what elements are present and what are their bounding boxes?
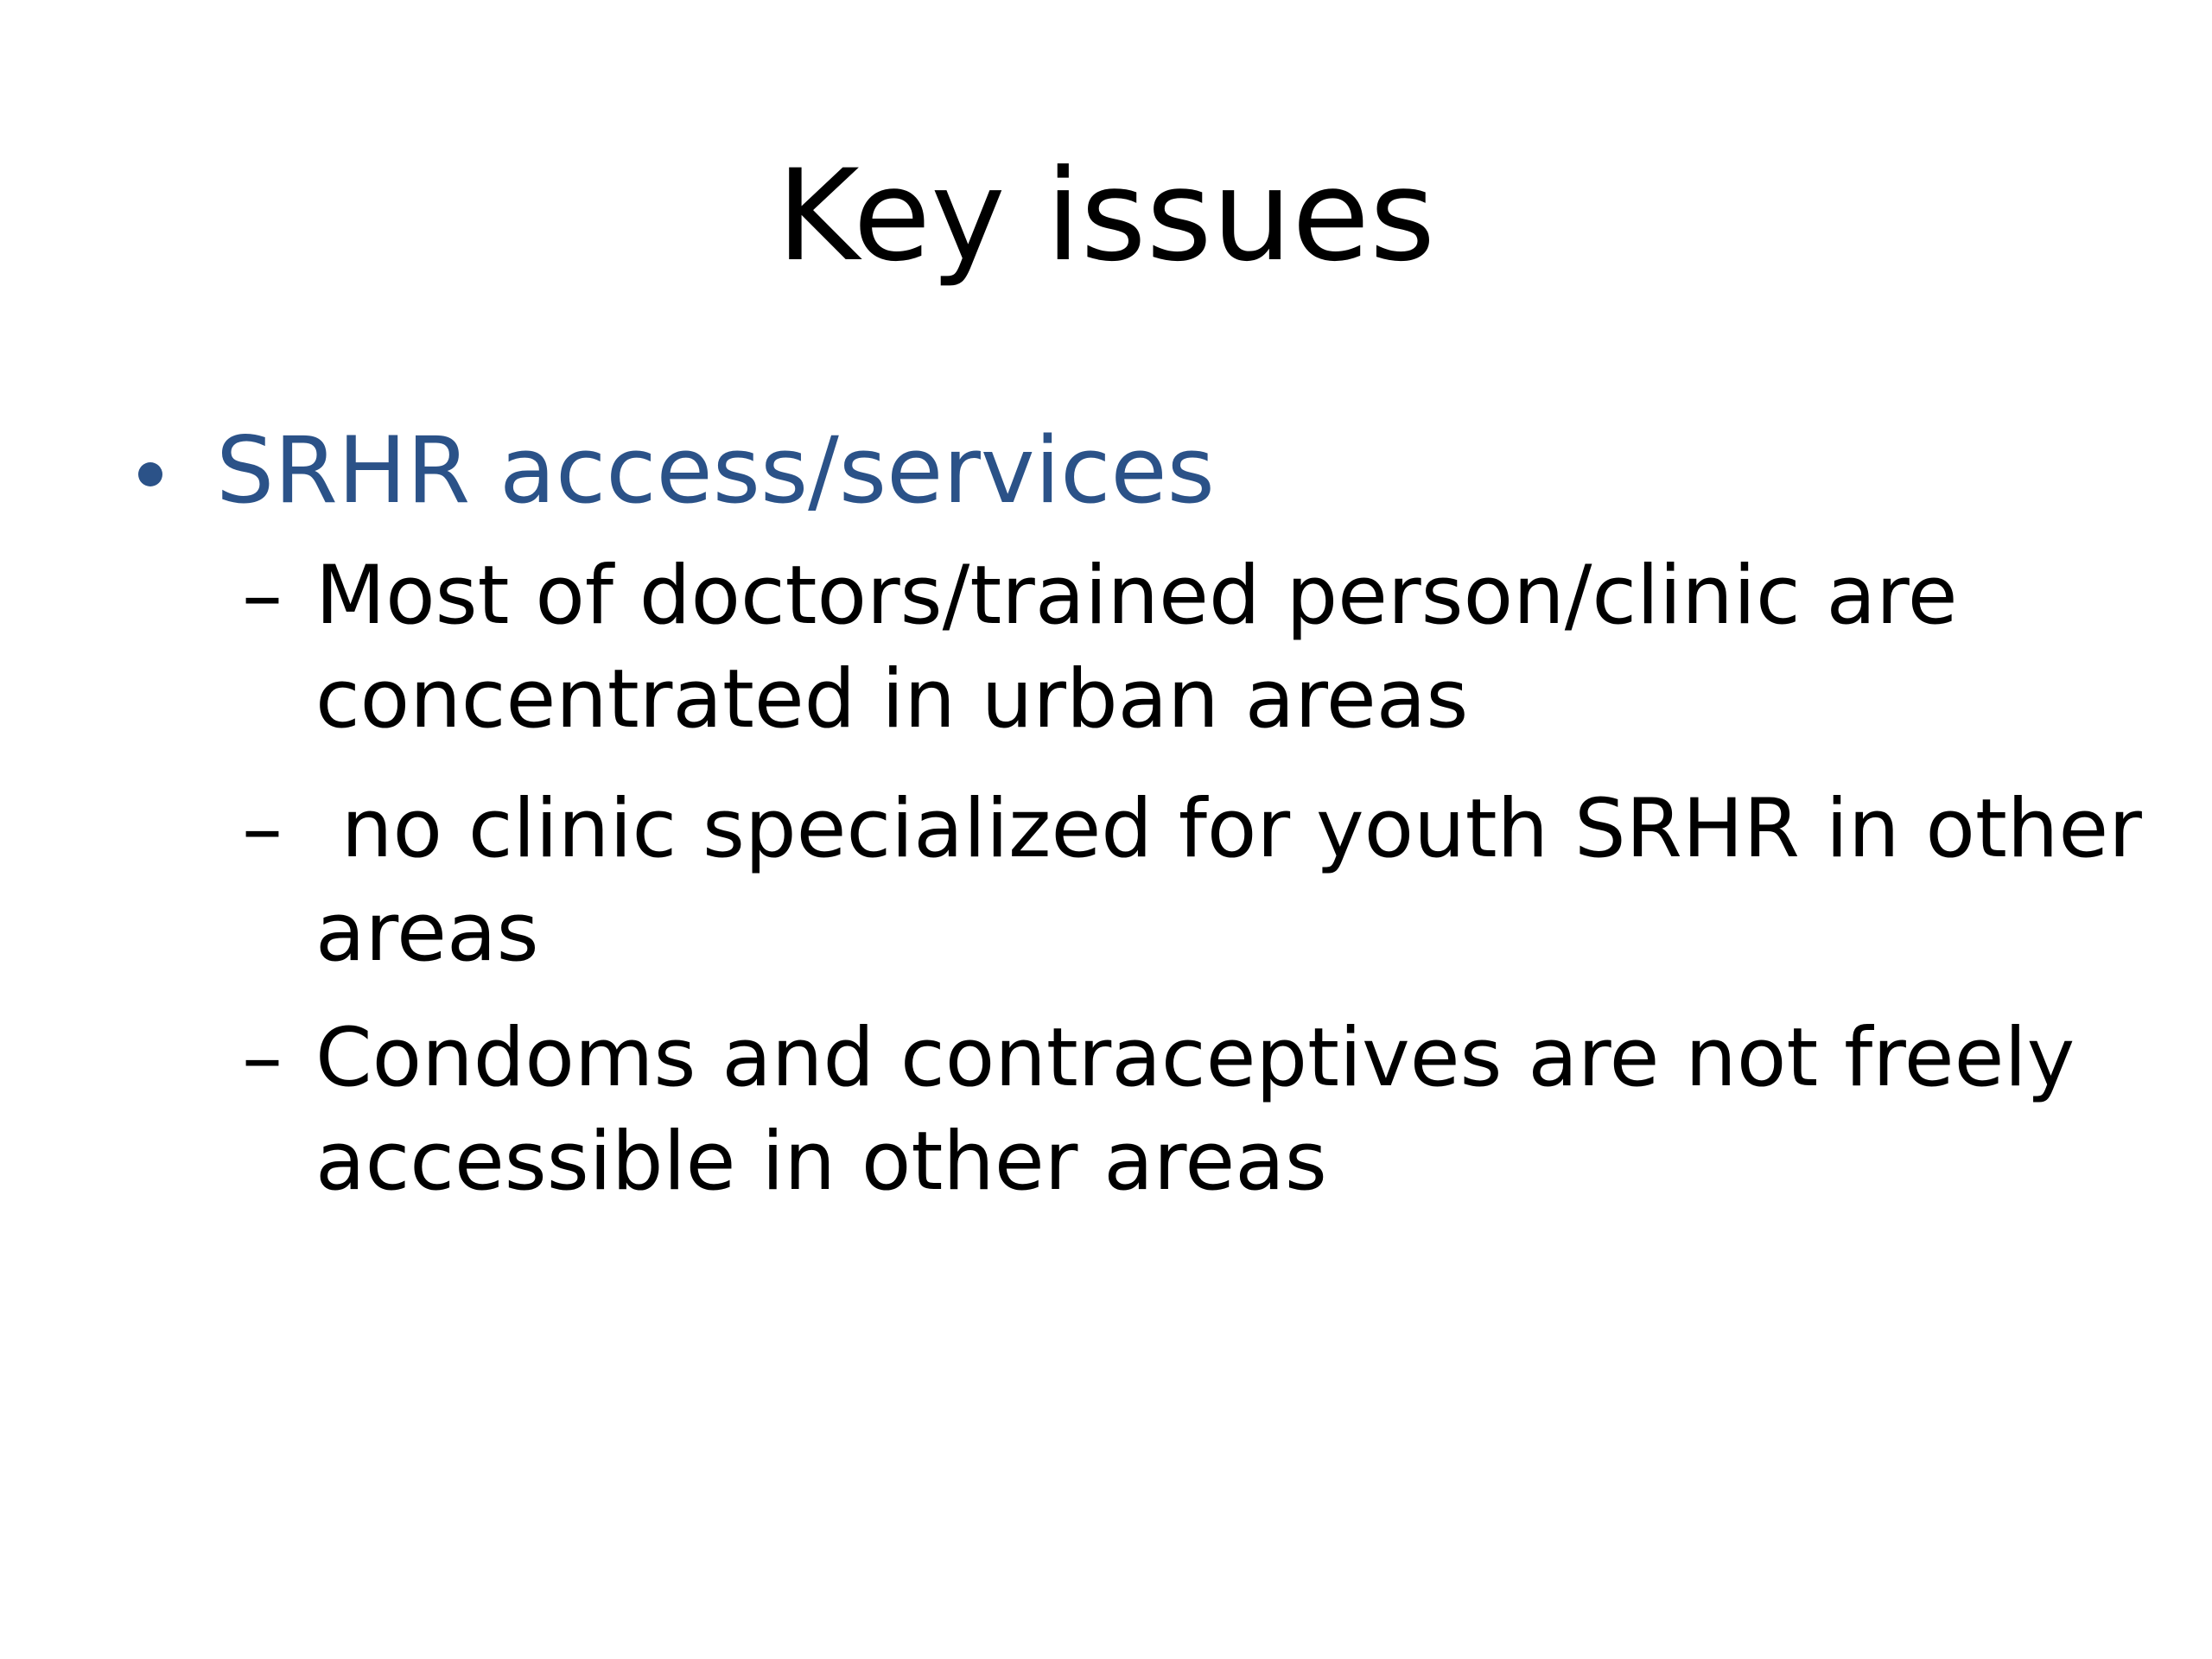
sub-bullet-item bbox=[242, 778, 2142, 985]
sub-bullet-line: Most of doctors/trained person/clinic are bbox=[315, 549, 1958, 643]
dash-icon: – bbox=[242, 1011, 283, 1105]
bullet-item bbox=[130, 410, 2117, 540]
slide-title: Key issues bbox=[776, 143, 1436, 289]
sub-bullet-item bbox=[242, 544, 2126, 752]
bullet-dot-icon bbox=[138, 462, 162, 486]
sub-bullet-text bbox=[315, 778, 2142, 985]
sub-bullet-line: areas bbox=[315, 886, 539, 980]
sub-bullet-item bbox=[242, 1007, 2126, 1214]
dash-icon: – bbox=[242, 782, 283, 876]
sub-bullet-line: accessible in other areas bbox=[315, 1115, 1327, 1209]
sub-bullet-line: Condoms and contraceptives are not freely bbox=[315, 1011, 2075, 1105]
sub-bullet-text bbox=[315, 544, 2139, 752]
sub-bullet-line: no clinic specialized for youth SRHR in other bbox=[315, 782, 2142, 876]
bullet-text: SRHR access/services bbox=[216, 417, 1215, 524]
sub-bullet-line: concentrated in urban areas bbox=[315, 652, 1469, 747]
dash-icon: – bbox=[242, 549, 283, 643]
sub-bullet-text bbox=[315, 1007, 2139, 1214]
